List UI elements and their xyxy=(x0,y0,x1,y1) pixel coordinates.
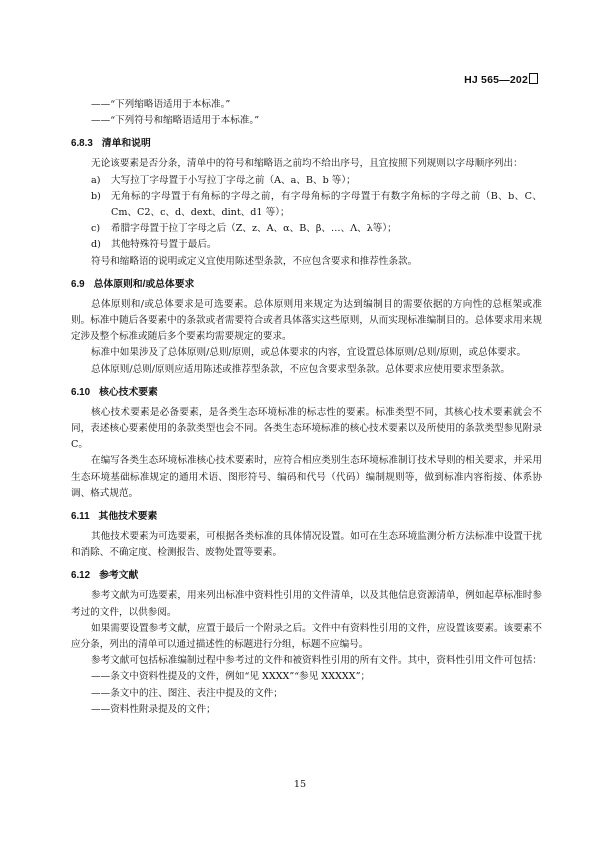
list-text: 无角标的字母置于有角标的字母之前，有字母角标的字母置于有数字角标的字母之前（B、b、C、Cm、C2、c、d、dext、dint、d1 等）； xyxy=(111,190,542,219)
dash-list-item: ——资料性附录提及的文件； xyxy=(91,703,216,715)
section-heading-6-8-3 xyxy=(71,137,542,151)
list-text: 大写拉丁字母置于小写拉丁字母之前（A、a、B、b 等）； xyxy=(111,174,356,186)
page-number: 15 xyxy=(293,779,307,790)
paragraph: 核心技术要素是必备要素，是各类生态环境标准的标志性的要素。标准类型不同，其核心技术要素就会不同，表述核心要素使用的条款类型也会不同。各类生态环境标准的核心技术要素以及所使用的条款类型参见附录 C。 xyxy=(71,406,542,451)
list-item-d xyxy=(71,237,542,253)
list-item-b xyxy=(71,189,542,221)
list-label: c) xyxy=(91,223,101,235)
section-heading-6-11 xyxy=(71,510,542,524)
list-text: 其他特殊符号置于最后。 xyxy=(111,239,217,251)
dash-list-item: ——“下列缩略语适用于本标准。” xyxy=(91,99,231,110)
section-title: 核心技术要素 xyxy=(99,386,158,398)
paragraph: 总体原则/总则/原则应适用陈述或推荐型条款，不应包含要求型条款。总体要求应使用要求型条款。 xyxy=(91,363,510,375)
dash-list-item: ——条文中资料性提及的文件，例如“见 XXXX”“参见 XXXXX”； xyxy=(91,671,371,683)
dash-list-item: ——条文中的注、图注、表注中提及的文件； xyxy=(91,687,283,699)
page-body xyxy=(71,97,542,718)
section-title: 参考文献 xyxy=(99,570,139,582)
section-heading-6-10 xyxy=(71,386,542,400)
section-number: 6.10 xyxy=(71,386,91,398)
section-title: 清单和说明 xyxy=(101,138,151,150)
section-number: 6.11 xyxy=(71,511,90,523)
list-item-a xyxy=(71,173,542,189)
list-label: d) xyxy=(91,239,101,251)
list-label: a) xyxy=(91,174,101,186)
section-number: 6.9 xyxy=(71,278,85,290)
paragraph: 总体原则和/或总体要求是可选要素。总体原则用来规定为达到编制目的需要依据的方向性的总框架或准则。标准中随后各要素中的条款或者需要符合或者具体落实这些原则，从而实现标准编制目的。总体要求用来规定涉及整个标准或随后多个要素均需要规定的要求。 xyxy=(71,298,542,343)
document-code-header xyxy=(464,73,538,86)
placeholder-box-icon xyxy=(529,73,538,84)
dash-list-item: ——“下列符号和缩略语适用于本标准。” xyxy=(91,115,260,127)
paragraph: 如果需要设置参考文献，应置于最后一个附录之后。文件中有资料性引用的文件，应设置该要素。该要素不应分条，列出的清单可以通过描述性的标题进行分组，标题不应编号。 xyxy=(71,622,542,651)
section-title: 总体原则和/或总体要求 xyxy=(93,278,195,290)
paragraph: 参考文献为可选要素，用来列出标准中资料性引用的文件清单，以及其他信息资源清单，例如起草标准时参考过的文件，以供参阅。 xyxy=(71,590,542,618)
list-text: 希腊字母置于拉丁字母之后（Z、z、A、α、B、β、…、Λ、λ等）； xyxy=(111,223,397,235)
paragraph: 无论该要素是否分条，清单中的符号和缩略语之前均不给出序号，且宜按照下列规则以字母顺序列出： xyxy=(91,158,523,170)
section-title: 其他技术要素 xyxy=(98,511,158,523)
paragraph: 符号和缩略语的说明或定义宜使用陈述型条款，不应包含要求和推荐性条款。 xyxy=(91,255,418,267)
paragraph: 在编写各类生态环境标准核心技术要素时，应符合相应类别生态环境标准制订技术导则的相关要求，并采用生态环境基础标准规定的通用术语、图形符号、编码和代号（代码）编制规则等，做到标准内容衔接、体系协调、格式规范。 xyxy=(71,455,542,499)
list-label: b) xyxy=(91,190,101,202)
section-heading-6-9 xyxy=(71,278,542,292)
section-number: 6.8.3 xyxy=(71,138,93,150)
paragraph: 其他技术要素为可选要素，可根据各类标准的具体情况设置。如可在生态环境监测分析方法标准中设置干扰和消除、不确定度、检测报告、废物处置等要素。 xyxy=(71,531,542,559)
paragraph: 参考文献可包括标准编制过程中参考过的文件和被资料性引用的所有文件。其中，资料性引用文件可包括： xyxy=(91,655,542,667)
paragraph: 标准中如果涉及了总体原则/总则/原则，或总体要求的内容，宜设置总体原则/总则/原则，或总体要求。 xyxy=(91,347,527,359)
document-code-text: HJ 565—202 xyxy=(464,74,528,86)
section-number: 6.12 xyxy=(71,570,91,582)
list-item-c xyxy=(71,221,542,237)
section-heading-6-12 xyxy=(71,569,542,583)
